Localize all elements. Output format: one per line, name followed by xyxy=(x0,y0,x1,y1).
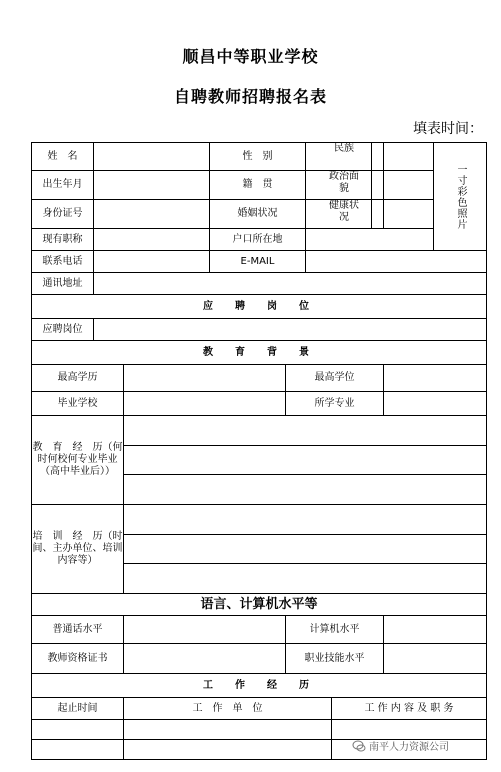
form-title: 自聘教师招聘报名表 xyxy=(173,87,327,106)
computer-field[interactable] xyxy=(384,616,487,644)
native-place-label: 籍 贯 xyxy=(210,171,306,200)
work-unit-field-1[interactable] xyxy=(124,720,332,740)
major-label: 所学专业 xyxy=(286,392,384,416)
health-label-cell xyxy=(372,200,384,229)
ethnicity-label: 民族 xyxy=(334,143,354,154)
education-history-line-3[interactable] xyxy=(124,475,487,505)
mandarin-label: 普通话水平 xyxy=(32,616,124,644)
ethnicity-field[interactable] xyxy=(384,143,434,171)
skills-heading: 语言、计算机水平等 xyxy=(32,594,487,616)
address-field[interactable] xyxy=(94,273,487,295)
health-field[interactable] xyxy=(384,200,434,229)
work-heading: 工 作 经 历 xyxy=(32,674,487,698)
name-field[interactable] xyxy=(94,143,210,171)
political-field[interactable] xyxy=(384,171,434,200)
email-label: E-MAIL xyxy=(210,251,306,273)
vocational-label: 职业技能水平 xyxy=(286,644,384,674)
work-unit-header: 工 作 单 位 xyxy=(124,698,332,720)
ethnicity-label-cell xyxy=(372,143,384,171)
title-field[interactable] xyxy=(94,229,210,251)
watermark-text: 南平人力资源公司 xyxy=(369,742,449,753)
position-label: 应聘岗位 xyxy=(32,319,94,341)
wechat-icon xyxy=(352,739,366,753)
hukou-label: 户口所在地 xyxy=(210,229,306,251)
address-label: 通讯地址 xyxy=(32,273,94,295)
education-history-label: 教 育 经 历（何时何校何专业毕业（高中毕业后）） xyxy=(32,416,124,505)
teacher-cert-field[interactable] xyxy=(124,644,286,674)
title-label: 现有职称 xyxy=(32,229,94,251)
marital-label: 婚姻状况 xyxy=(210,200,306,229)
email-field[interactable] xyxy=(306,251,487,273)
education-heading: 教 育 背 景 xyxy=(32,341,487,365)
fill-time-label: 填表时间： xyxy=(413,121,483,137)
health-label: 健康状况 xyxy=(329,200,359,223)
highest-education-label: 最高学历 xyxy=(32,365,124,392)
work-period-header: 起止时间 xyxy=(32,698,124,720)
highest-degree-field[interactable] xyxy=(384,365,487,392)
id-number-field[interactable] xyxy=(94,200,210,229)
political-label: 政治面貌 xyxy=(329,171,359,194)
training-history-label: 培 训 经 历（时间、主办单位、培训内容等） xyxy=(32,505,124,594)
birth-label: 出生年月 xyxy=(32,171,94,200)
position-field[interactable] xyxy=(94,319,487,341)
phone-field[interactable] xyxy=(94,251,210,273)
work-period-field-1[interactable] xyxy=(32,720,124,740)
hukou-field[interactable] xyxy=(306,229,434,251)
watermark xyxy=(352,738,449,753)
birth-field[interactable] xyxy=(94,171,210,200)
photo-box[interactable]: 一寸彩色照片 xyxy=(434,143,487,251)
mandarin-field[interactable] xyxy=(124,616,286,644)
education-history-line-1[interactable] xyxy=(124,416,487,446)
training-history-line-3[interactable] xyxy=(124,564,487,594)
computer-label: 计算机水平 xyxy=(286,616,384,644)
name-label: 姓 名 xyxy=(32,143,94,171)
position-heading: 应 聘 岗 位 xyxy=(32,295,487,319)
gender-label: 性 别 xyxy=(210,143,306,171)
graduation-school-label: 毕业学校 xyxy=(32,392,124,416)
graduation-school-field[interactable] xyxy=(124,392,286,416)
highest-degree-label: 最高学位 xyxy=(286,365,384,392)
work-content-header: 工 作 内 容 及 职 务 xyxy=(332,698,487,720)
training-history-line-2[interactable] xyxy=(124,535,487,564)
vocational-field[interactable] xyxy=(384,644,487,674)
education-history-line-2[interactable] xyxy=(124,446,487,475)
training-history-line-1[interactable] xyxy=(124,505,487,535)
registration-form-table xyxy=(31,142,487,760)
highest-education-field[interactable] xyxy=(124,365,286,392)
work-unit-field-2[interactable] xyxy=(124,740,332,760)
major-field[interactable] xyxy=(384,392,487,416)
phone-label: 联系电话 xyxy=(32,251,94,273)
school-name: 顺昌中等职业学校 xyxy=(182,47,319,66)
work-period-field-2[interactable] xyxy=(32,740,124,760)
id-number-label: 身份证号 xyxy=(32,200,94,229)
political-label-cell xyxy=(372,171,384,200)
teacher-cert-label: 教师资格证书 xyxy=(32,644,124,674)
work-content-field-1[interactable] xyxy=(332,720,487,740)
